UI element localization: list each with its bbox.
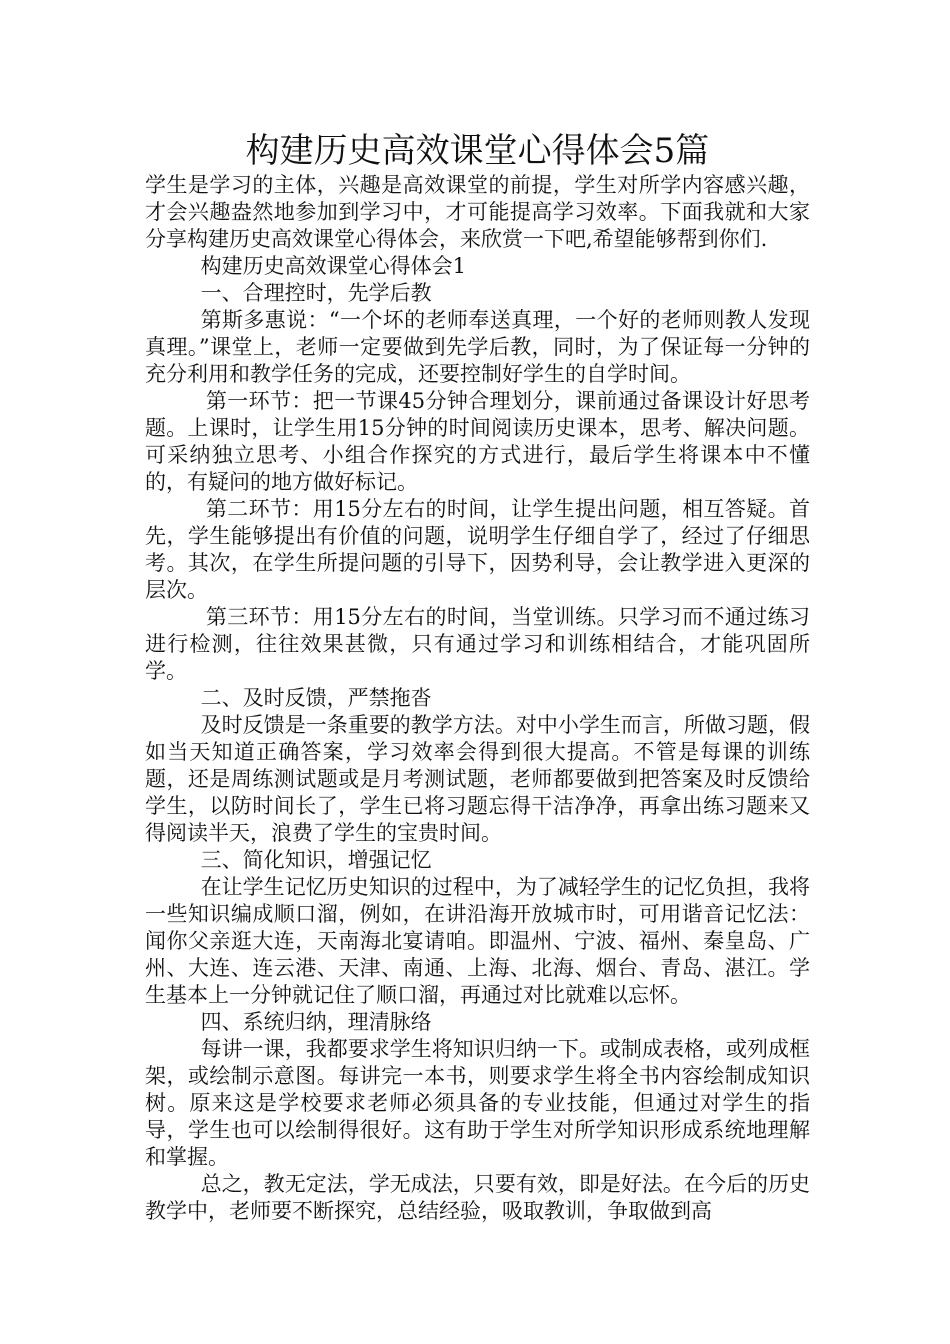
section-title: 构建历史高效课堂心得体会1 (200, 254, 467, 278)
body-paragraphs (145, 280, 810, 1225)
body-paragraph: 第二环节：用15分左右的时间，让学生提出问题，相互答疑。首先，学生能够提出有价值的问题，说明学生仔细自学了，经过了仔细思考。其次，在学生所提问题的引导下，因势利导，会让教学进入更深的层次。 (145, 497, 810, 602)
body-paragraph: 在让学生记忆历史知识的过程中，为了减轻学生的记忆负担，我将一些知识编成顺口溜，例如，在讲沿海开放城市时，可用谐音记忆法：闻你父亲逛大连，天南海北宴请咱。即温州、宁波、福州、秦皇岛、广州、大连、连云港、天津、南通、上海、北海、烟台、青岛、湛江。学生基本上一分钟就记住了顺口溜，再通过对比就难以忘怀。 (145, 875, 810, 1007)
section-heading: 三、简化知识，增强记忆 (200, 848, 432, 872)
body-paragraph: 及时反馈是一条重要的教学方法。对中小学生而言，所做习题，假如当天知道正确答案，学习效率会得到很大提高。不管是每课的训练题，还是周练测试题或是月考测试题，老师都要做到把答案及时反馈给学生，以防时间长了，学生已将习题忘得干洁净净，再拿出练习题来又得阅读半天，浪费了学生的宝贵时间。 (145, 713, 810, 845)
body-paragraph: 每讲一课，我都要求学生将知识归纳一下。或制成表格，或列成框架，或绘制示意图。每讲完一本书，则要求学生将全书内容绘制成知识树。原来这是学校要求老师必须具备的专业技能，但通过对学生的指导，学生也可以绘制得很好。这有助于学生对所学知识形成系统地理解和掌握。 (145, 1037, 810, 1169)
body-paragraph: 第斯多惠说：“一个坏的老师奉送真理，一个好的老师则教人发现真理。”课堂上，老师一定要做到先学后教，同时，为了保证每一分钟的充分利用和教学任务的完成，还要控制好学生的自学时间。 (145, 308, 810, 386)
document-page (145, 130, 810, 1225)
intro-paragraph: 学生是学习的主体，兴趣是高效课堂的前提，学生对所学内容感兴趣，才会兴趣盎然地参加到学习中，才可能提高学习效率。下面我就和大家分享构建历史高效课堂心得体会，来欣赏一下吧,希望能够帮到你们. (145, 173, 810, 251)
document-title: 构建历史高效课堂心得体会5篇 (245, 131, 710, 171)
section-heading: 一、合理控时，先学后教 (200, 281, 432, 305)
section-heading: 四、系统归纳，理清脉络 (200, 1010, 432, 1034)
section-heading: 二、及时反馈，严禁拖沓 (200, 686, 432, 710)
body-paragraph: 总之，教无定法，学无成法，只要有效，即是好法。在今后的历史教学中，老师要不断探究，总结经验，吸取教训，争取做到高 (145, 1172, 810, 1223)
body-paragraph: 第一环节：把一节课45分钟合理划分，课前通过备课设计好思考题。上课时，让学生用15分钟的时间阅读历史课本，思考、解决问题。可采纳独立思考、小组合作探究的方式进行，最后学生将课本中不懂的，有疑问的地方做好标记。 (145, 389, 810, 494)
body-paragraph: 第三环节：用15分左右的时间，当堂训练。只学习而不通过练习进行检测，往往效果甚微，只有通过学习和训练相结合，才能巩固所学。 (145, 605, 810, 683)
